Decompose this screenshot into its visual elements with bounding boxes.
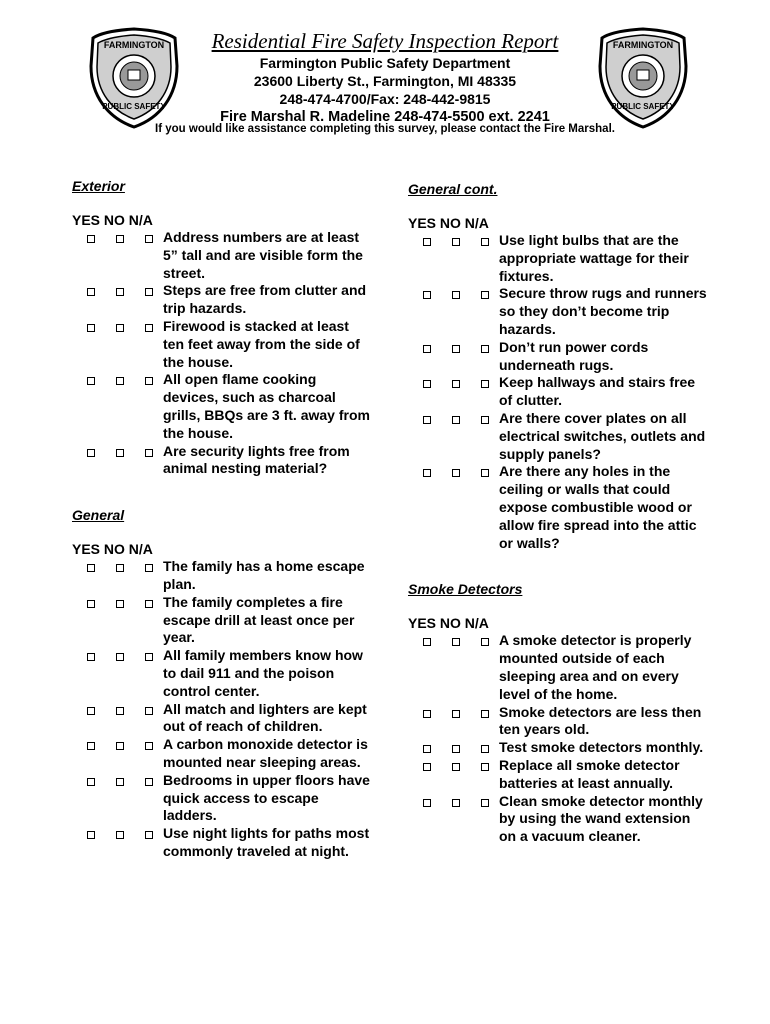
smoke-items: [408, 632, 708, 846]
no-checkbox[interactable]: [116, 742, 124, 750]
checklist-item-text: All open flame cooking devices, such as charcoal grills, BBQs are 3 ft. away from the house.: [163, 371, 370, 441]
checklist-item: [72, 229, 372, 282]
no-checkbox[interactable]: [116, 324, 124, 332]
yes-checkbox[interactable]: [87, 742, 95, 750]
yes-checkbox[interactable]: [423, 799, 431, 807]
yes-no-na-header: YES NO N/A: [408, 615, 489, 632]
na-checkbox[interactable]: [145, 235, 153, 243]
checklist-item: [408, 793, 708, 846]
checklist-item: [408, 739, 708, 757]
na-checkbox[interactable]: [481, 638, 489, 646]
na-checkbox[interactable]: [145, 288, 153, 296]
yes-checkbox[interactable]: [87, 653, 95, 661]
checklist-item-text: Clean smoke detector monthly by using the wand extension on a vacuum cleaner.: [499, 792, 703, 845]
yes-checkbox[interactable]: [87, 707, 95, 715]
checklist-item: [408, 410, 708, 463]
checklist-item: [408, 632, 708, 703]
yes-checkbox[interactable]: [423, 238, 431, 246]
yes-checkbox[interactable]: [87, 449, 95, 457]
na-checkbox[interactable]: [145, 742, 153, 750]
na-checkbox[interactable]: [481, 238, 489, 246]
left-column: [72, 177, 372, 861]
checklist-item-text: All match and lighters are kept out of reach of children.: [163, 700, 367, 735]
section-title-general: General: [72, 507, 125, 524]
na-checkbox[interactable]: [145, 778, 153, 786]
checklist-item-text: The family has a home escape plan.: [163, 558, 365, 592]
na-checkbox[interactable]: [481, 416, 489, 424]
department-address: 23600 Liberty St., Farmington, MI 48335: [253, 73, 517, 89]
no-checkbox[interactable]: [452, 469, 460, 477]
checklist-item: [72, 594, 372, 647]
na-checkbox[interactable]: [481, 291, 489, 299]
no-checkbox[interactable]: [116, 600, 124, 608]
checklist-item: [72, 443, 372, 479]
na-checkbox[interactable]: [145, 600, 153, 608]
checklist-item-text: Are there any holes in the ceiling or walls that could expose combustible wood or allow fire spread into the attic or walls?: [499, 463, 697, 551]
section-title-general-cont: General cont.: [408, 181, 498, 197]
no-checkbox[interactable]: [116, 377, 124, 385]
no-checkbox[interactable]: [116, 653, 124, 661]
checklist-item-text: Don’t run power cords underneath rugs.: [499, 338, 649, 373]
no-checkbox[interactable]: [452, 763, 460, 771]
checklist-item-text: Secure throw rugs and runners so they don’t become trip hazards.: [499, 285, 707, 337]
yes-checkbox[interactable]: [87, 600, 95, 608]
no-checkbox[interactable]: [116, 235, 124, 243]
checklist-item: [72, 282, 372, 318]
yes-checkbox[interactable]: [423, 763, 431, 771]
checklist-item-text: Use light bulbs that are the appropriate wattage for their fixtures.: [499, 232, 689, 284]
no-checkbox[interactable]: [452, 345, 460, 353]
checklist-item-text: Replace all smoke detector batteries at least annually.: [499, 756, 680, 791]
na-checkbox[interactable]: [481, 745, 489, 753]
checklist-item: [408, 374, 708, 410]
checklist-item-text: Test smoke detectors monthly.: [499, 739, 704, 756]
checklist-item: [408, 704, 708, 740]
checklist-item-text: Address numbers are at least 5” tall and are visible form the street.: [163, 229, 363, 281]
checklist-item: [72, 371, 372, 442]
no-checkbox[interactable]: [452, 710, 460, 718]
na-checkbox[interactable]: [145, 377, 153, 385]
yes-checkbox[interactable]: [87, 831, 95, 839]
no-checkbox[interactable]: [116, 288, 124, 296]
no-checkbox[interactable]: [452, 799, 460, 807]
no-checkbox[interactable]: [116, 564, 124, 572]
na-checkbox[interactable]: [145, 449, 153, 457]
section-title-exterior: Exterior: [72, 178, 125, 194]
department-name: Farmington Public Safety Department: [259, 55, 511, 71]
yes-checkbox[interactable]: [423, 416, 431, 424]
no-checkbox[interactable]: [452, 416, 460, 424]
na-checkbox[interactable]: [481, 380, 489, 388]
report-header: [100, 28, 670, 126]
na-checkbox[interactable]: [481, 469, 489, 477]
yes-no-na-header: YES NO N/A: [72, 541, 153, 558]
no-checkbox[interactable]: [452, 238, 460, 246]
checklist-item: [408, 232, 708, 285]
no-checkbox[interactable]: [116, 707, 124, 715]
checklist-item: [72, 736, 372, 772]
no-checkbox[interactable]: [452, 380, 460, 388]
yes-no-na-header: YES NO N/A: [408, 215, 489, 231]
yes-checkbox[interactable]: [423, 745, 431, 753]
yes-no-na-header: YES NO N/A: [72, 212, 153, 228]
checklist-item: [72, 558, 372, 594]
na-checkbox[interactable]: [481, 763, 489, 771]
checklist-item: [72, 825, 372, 861]
checklist-item: [408, 757, 708, 793]
checklist-item-text: Keep hallways and stairs free of clutter.: [499, 374, 696, 409]
na-checkbox[interactable]: [145, 707, 153, 715]
na-checkbox[interactable]: [481, 799, 489, 807]
general-items: [72, 558, 372, 861]
yes-checkbox[interactable]: [87, 235, 95, 243]
checklist-item-text: Bedrooms in upper floors have quick access to escape ladders.: [163, 771, 370, 824]
fire-marshal-contact: Fire Marshal R. Madeline 248-474-5500 ext. 2241: [220, 109, 550, 125]
svg-text:PUBLIC SAFETY: PUBLIC SAFETY: [102, 102, 166, 111]
no-checkbox[interactable]: [452, 745, 460, 753]
checklist-item-text: Are there cover plates on all electrical switches, outlets and supply panels?: [499, 409, 706, 462]
yes-checkbox[interactable]: [87, 564, 95, 572]
checklist-item-text: The family completes a fire escape drill at least once per year.: [163, 593, 355, 646]
checklist-item: [408, 339, 708, 375]
assistance-note: If you would like assistance completing this survey, please contact the Fire Marshal.: [155, 123, 615, 135]
checklist-item-text: Are security lights free from animal nesting material?: [163, 442, 350, 477]
yes-checkbox[interactable]: [423, 638, 431, 646]
na-checkbox[interactable]: [145, 324, 153, 332]
checklist-item: [72, 318, 372, 371]
yes-checkbox[interactable]: [87, 288, 95, 296]
checklist-item-text: A smoke detector is properly mounted outside of each sleeping area and on every level of the home.: [499, 632, 692, 702]
na-checkbox[interactable]: [145, 564, 153, 572]
no-checkbox[interactable]: [452, 638, 460, 646]
section-title-smoke-detectors: Smoke Detectors: [408, 581, 523, 598]
checklist-item: [72, 701, 372, 737]
na-checkbox[interactable]: [145, 831, 153, 839]
yes-checkbox[interactable]: [87, 778, 95, 786]
checklist-item-text: Steps are free from clutter and trip hazards.: [163, 282, 367, 317]
checklist-item-text: A carbon monoxide detector is mounted near sleeping areas.: [163, 736, 368, 770]
department-phones: 248-474-4700/Fax: 248-442-9815: [279, 91, 491, 107]
checklist-item-text: Firewood is stacked at least ten feet away from the side of the house.: [163, 317, 360, 370]
checklist-item: [408, 463, 708, 552]
svg-text:PUBLIC SAFETY: PUBLIC SAFETY: [611, 102, 675, 111]
checklist-item: [72, 772, 372, 825]
yes-checkbox[interactable]: [423, 469, 431, 477]
svg-text:FARMINGTON: FARMINGTON: [612, 40, 674, 50]
yes-checkbox[interactable]: [87, 324, 95, 332]
svg-text:FARMINGTON: FARMINGTON: [103, 40, 165, 50]
no-checkbox[interactable]: [116, 778, 124, 786]
na-checkbox[interactable]: [145, 653, 153, 661]
yes-checkbox[interactable]: [423, 345, 431, 353]
checklist-item-text: Smoke detectors are less then ten years old.: [499, 703, 702, 738]
yes-checkbox[interactable]: [87, 377, 95, 385]
checklist-item: [72, 647, 372, 700]
checklist-item-text: All family members know how to dail 911 and the poison control center.: [163, 647, 363, 699]
yes-checkbox[interactable]: [423, 710, 431, 718]
right-column: [408, 180, 708, 846]
na-checkbox[interactable]: [481, 710, 489, 718]
yes-checkbox[interactable]: [423, 380, 431, 388]
general-cont-items: [408, 232, 708, 552]
checklist-item-text: Use night lights for paths most commonly traveled at night.: [163, 825, 370, 859]
no-checkbox[interactable]: [116, 449, 124, 457]
report-title: Residential Fire Safety Inspection Report: [211, 29, 559, 53]
na-checkbox[interactable]: [481, 345, 489, 353]
exterior-items: [72, 229, 372, 478]
no-checkbox[interactable]: [452, 291, 460, 299]
checklist-item: [408, 285, 708, 338]
no-checkbox[interactable]: [116, 831, 124, 839]
yes-checkbox[interactable]: [423, 291, 431, 299]
